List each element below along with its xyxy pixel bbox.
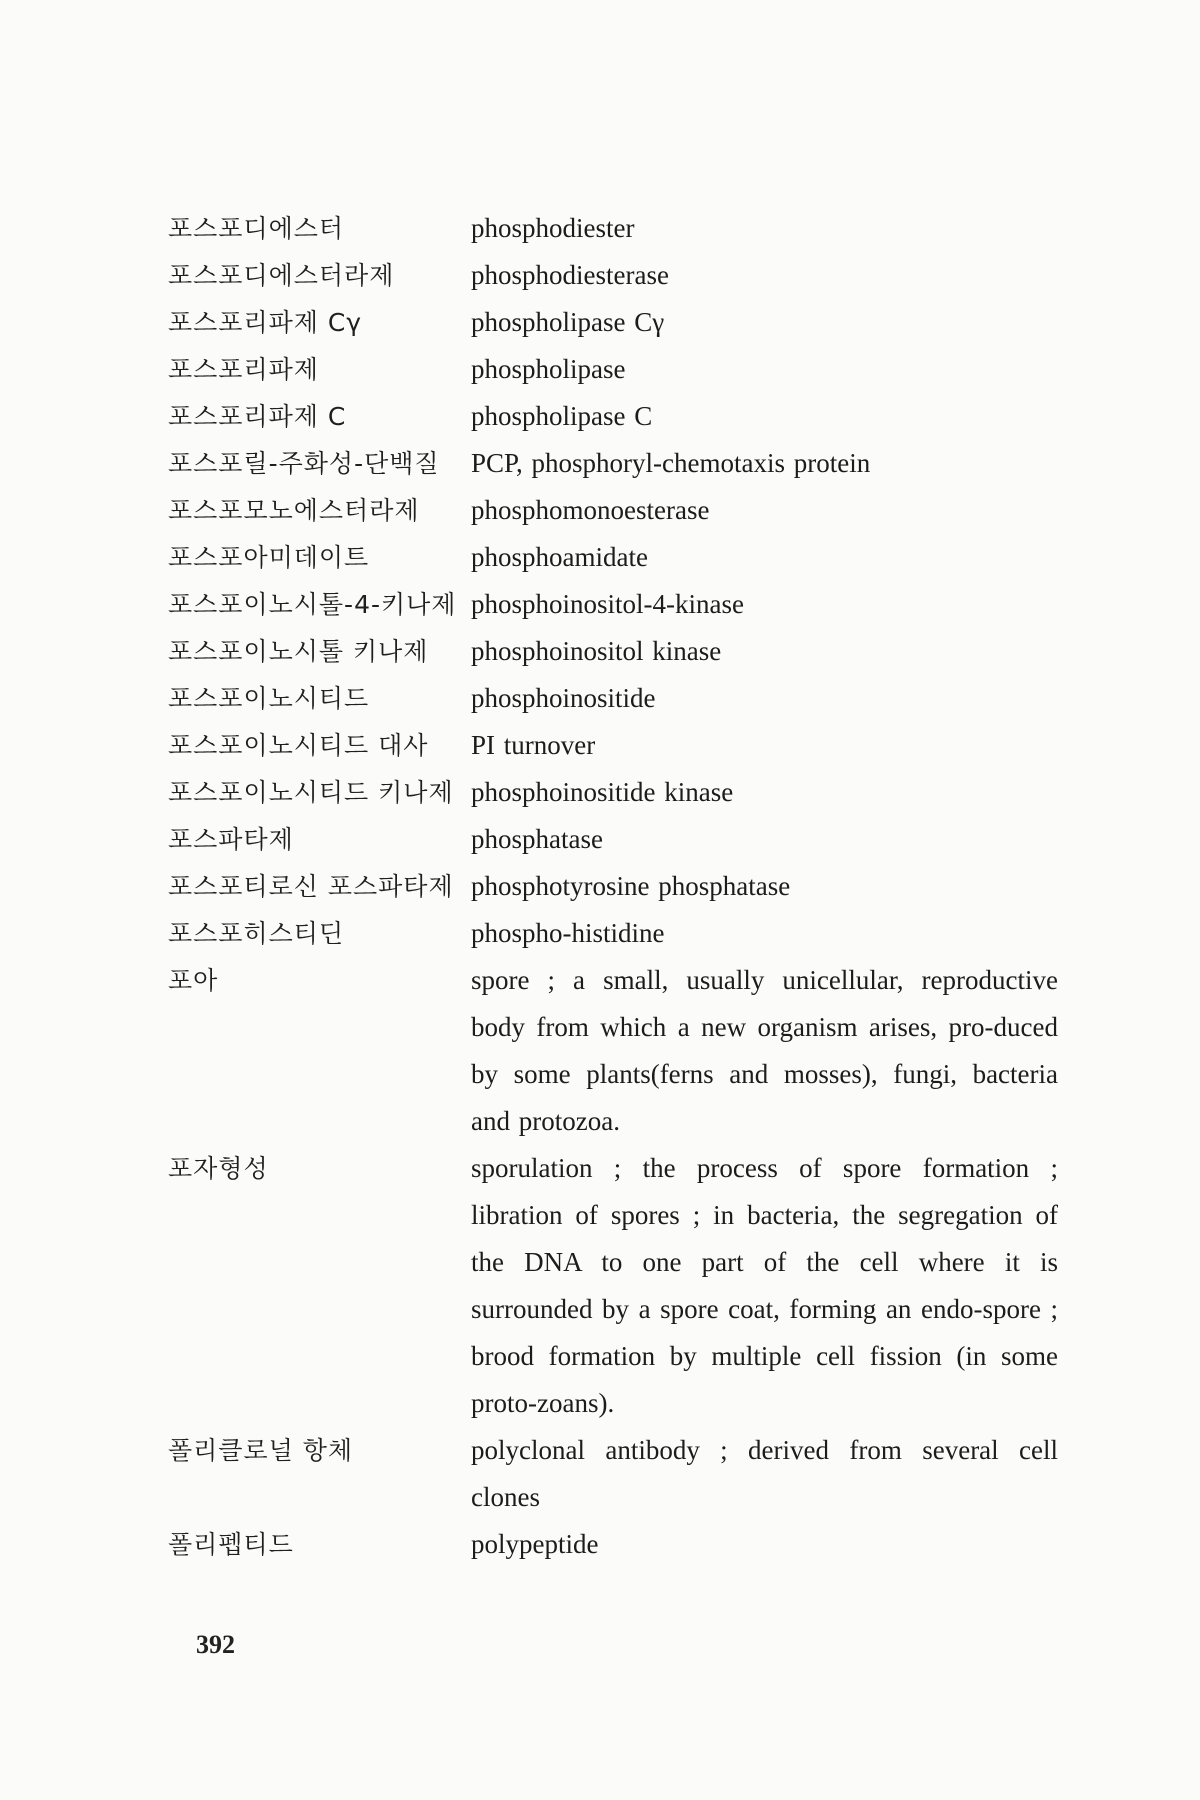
- entry-term: 포스포릴-주화성-단백질: [168, 449, 440, 478]
- entry-definition: polypeptide: [471, 1529, 599, 1559]
- entry-term: 포스포리파제 Cγ: [168, 308, 363, 337]
- entry-term: 포아: [168, 966, 219, 995]
- entry-definition: polyclonal antibody ; derived from several cell clones: [471, 1435, 1058, 1512]
- entry-term: 포스포리파제 C: [168, 402, 347, 431]
- entry-definition: spore ; a small, usually unicellular, reproductive body from which a new organism arises, pro-duced by some plants(ferns and mosses), fungi, bacteria and protozoa.: [471, 965, 1058, 1136]
- entry-definition: phosphoinositide: [471, 683, 656, 713]
- glossary-entry: [168, 816, 1058, 863]
- entry-definition: phosphotyrosine phosphatase: [471, 871, 791, 901]
- entry-term: 폴리펩티드: [168, 1530, 294, 1559]
- entry-term: 포스포이노시톨 키나제: [168, 637, 429, 666]
- entry-definition: phosphoinositide kinase: [471, 777, 734, 807]
- entry-definition: phosphomonoesterase: [471, 495, 710, 525]
- entry-definition: PCP, phosphoryl-chemotaxis protein: [471, 448, 871, 478]
- entry-term: 포스포리파제: [168, 355, 319, 384]
- glossary-entry: [168, 393, 1058, 440]
- entry-definition: phosphoinositol-4-kinase: [471, 589, 744, 619]
- glossary-entry: [168, 957, 1058, 1145]
- glossary-entry: [168, 1427, 1058, 1521]
- entry-term: 포자형성: [168, 1154, 269, 1183]
- entry-term: 포스파타제: [168, 825, 294, 854]
- entry-term: 포스포히스티딘: [168, 919, 345, 948]
- entry-term: 포스포이노시티드 대사: [168, 731, 429, 760]
- glossary-entry: [168, 440, 1058, 487]
- entry-term: 포스포티로신 포스파타제: [168, 872, 454, 901]
- page-number: 392: [196, 1630, 235, 1659]
- glossary-entry: [168, 1521, 1058, 1568]
- glossary-entry: [168, 769, 1058, 816]
- entry-term: 포스포이노시티드 키나제: [168, 778, 454, 807]
- glossary-entry: [168, 299, 1058, 346]
- entry-definition: phosphatase: [471, 824, 603, 854]
- entry-definition: phospho-histidine: [471, 918, 665, 948]
- entry-definition: phospholipase C: [471, 401, 653, 431]
- glossary-entry: [168, 675, 1058, 722]
- glossary-entry: [168, 910, 1058, 957]
- entry-term: 포스포모노에스터라제: [168, 496, 420, 525]
- entry-definition: phosphodiesterase: [471, 260, 669, 290]
- glossary-entry: [168, 487, 1058, 534]
- glossary-entry: [168, 205, 1058, 252]
- glossary-entry: [168, 252, 1058, 299]
- entry-definition: PI turnover: [471, 730, 596, 760]
- entry-term: 폴리클로널 항체: [168, 1436, 353, 1465]
- glossary-entry: [168, 863, 1058, 910]
- entry-term: 포스포아미데이트: [168, 543, 370, 572]
- glossary-entry: [168, 346, 1058, 393]
- glossary-entries: [168, 205, 1058, 1568]
- glossary-entry: [168, 581, 1058, 628]
- entry-definition: phosphoamidate: [471, 542, 648, 572]
- entry-definition: phosphoinositol kinase: [471, 636, 722, 666]
- entry-definition: phosphodiester: [471, 213, 635, 243]
- entry-term: 포스포디에스터: [168, 214, 345, 243]
- glossary-entry: [168, 534, 1058, 581]
- glossary-entry: [168, 628, 1058, 675]
- glossary-entry: [168, 1145, 1058, 1427]
- entry-definition: phospholipase Cγ: [471, 307, 665, 337]
- entry-term: 포스포디에스터라제: [168, 261, 395, 290]
- entry-definition: sporulation ; the process of spore formation ; libration of spores ; in bacteria, the segregation of the DNA to one part of the cell where it is surrounded by a spore coat, forming an endo-spore ; brood formation by multiple cell fission (in some proto-zoans).: [471, 1153, 1058, 1418]
- entry-term: 포스포이노시톨-4-키나제: [168, 590, 457, 619]
- glossary-entry: [168, 722, 1058, 769]
- entry-definition: phospholipase: [471, 354, 626, 384]
- entry-term: 포스포이노시티드: [168, 684, 370, 713]
